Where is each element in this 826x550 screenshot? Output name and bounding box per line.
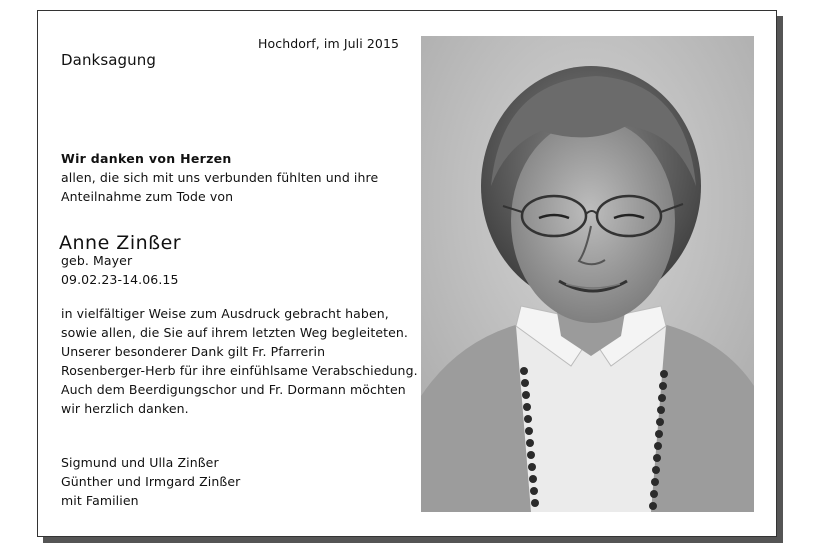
life-dates: 09.02.23-14.06.15 bbox=[61, 272, 179, 287]
intro-line-2: allen, die sich mit uns verbunden fühlten und ihre bbox=[61, 170, 379, 185]
portrait-photo-icon bbox=[421, 36, 754, 512]
signer-line: Sigmund und Ulla Zinßer bbox=[61, 455, 219, 470]
intro-line-1: Wir danken von Herzen bbox=[61, 151, 232, 166]
obituary-card bbox=[37, 10, 777, 537]
signer-line: mit Familien bbox=[61, 493, 139, 508]
deceased-details bbox=[61, 251, 179, 289]
thanks-line: in vielfältiger Weise zum Ausdruck gebracht haben, bbox=[61, 306, 389, 321]
thanks-line: Rosenberger-Herb für ihre einfühlsame Verabschiedung. bbox=[61, 363, 418, 378]
page-title: Danksagung bbox=[61, 51, 156, 69]
place-date: Hochdorf, im Juli 2015 bbox=[258, 36, 400, 51]
thanks-line: Auch dem Beerdigungschor und Fr. Dormann möchten bbox=[61, 382, 406, 397]
thanks-line: Unserer besonderer Dank gilt Fr. Pfarrerin bbox=[61, 344, 326, 359]
intro-block bbox=[61, 149, 378, 206]
deceased-name: Anne Zinßer bbox=[59, 232, 182, 254]
birth-name: geb. Mayer bbox=[61, 253, 133, 268]
signer-line: Günther und Irmgard Zinßer bbox=[61, 474, 241, 489]
thanks-line: wir herzlich danken. bbox=[61, 401, 189, 416]
signers-block bbox=[61, 453, 240, 510]
intro-line-3: Anteilnahme zum Tode von bbox=[61, 189, 234, 204]
thanks-text bbox=[61, 304, 418, 418]
thanks-line: sowie allen, die Sie auf ihrem letzten Weg begleiteten. bbox=[61, 325, 408, 340]
